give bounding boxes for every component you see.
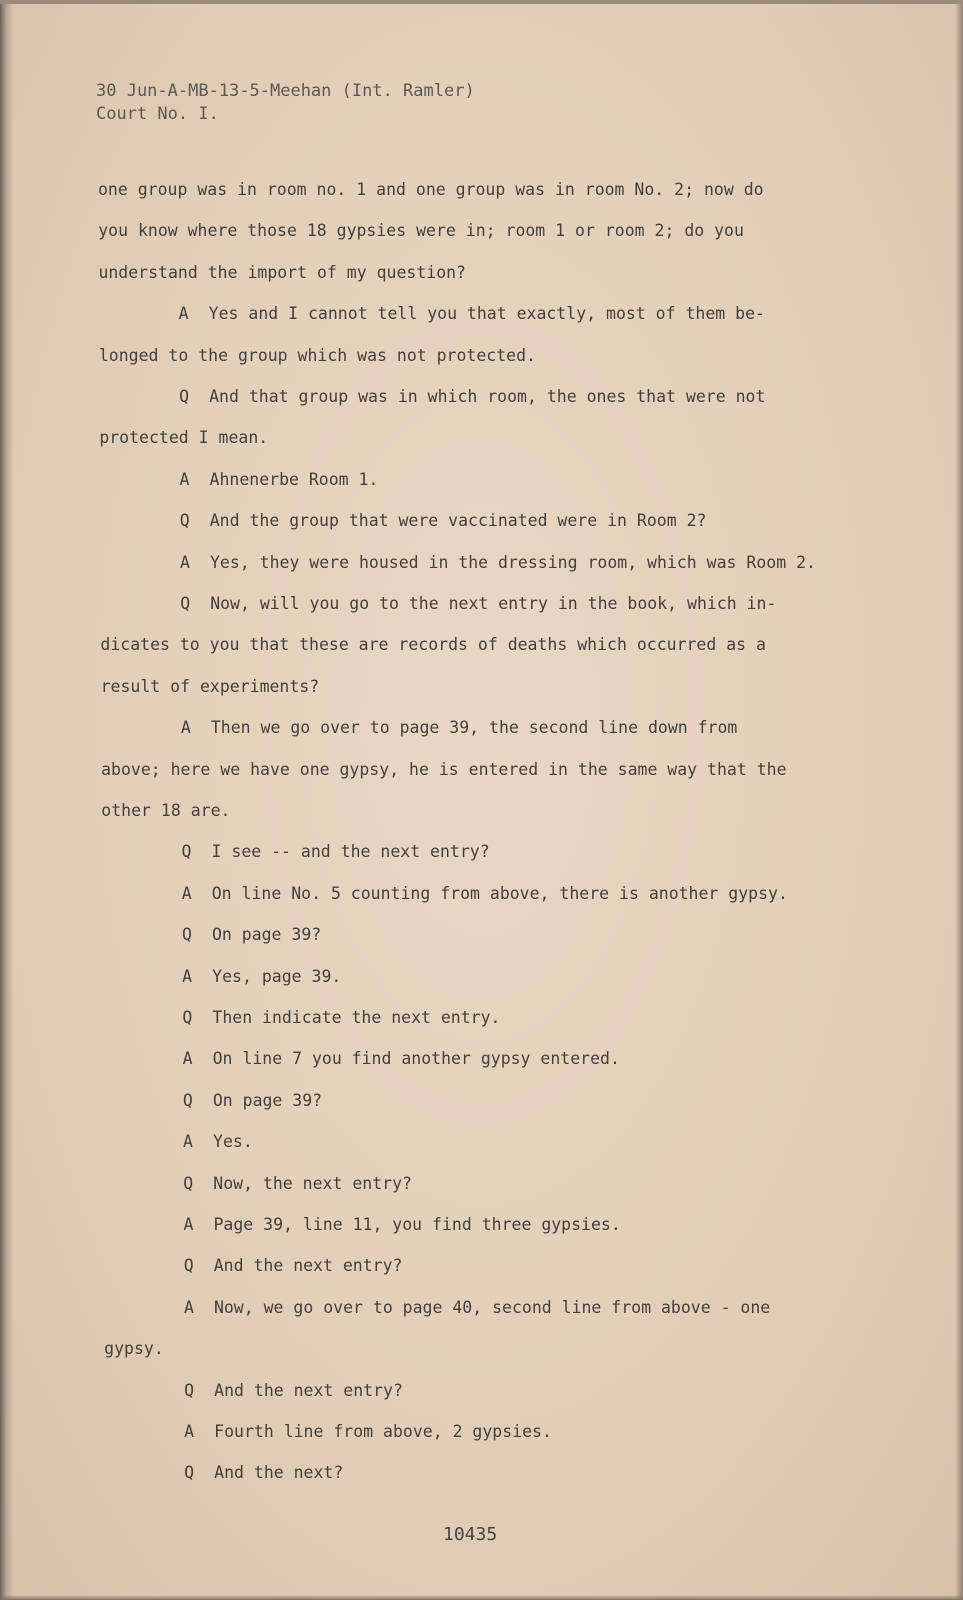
line-text: other 18 are. (101, 801, 231, 820)
speaker-label: A (179, 552, 190, 572)
top-edge (0, 0, 963, 4)
bottom-edge (0, 1595, 963, 1600)
speaker-label: Q (182, 1090, 193, 1110)
transcript-line-question (182, 925, 321, 944)
transcript-line-answer (183, 1132, 253, 1151)
speaker-label: A (183, 1297, 194, 1317)
speaker-label: A (182, 966, 193, 986)
speaker-label: Q (183, 1256, 194, 1276)
speaker-label: A (183, 1215, 194, 1234)
line-text: On line No. 5 counting from above, there is another gypsy. (211, 883, 788, 903)
line-text: protected I mean. (99, 428, 269, 448)
speaker-label: Q (179, 387, 190, 406)
transcript-line-question (179, 387, 765, 406)
speaker-label: Q (179, 511, 190, 531)
transcript-line-answer (183, 1049, 620, 1068)
transcript-line (99, 428, 268, 447)
line-text: Then we go over to page 39, the second line down from (210, 718, 738, 738)
line-text: dicates to you that these are records of deaths which occurred as a (100, 635, 766, 655)
transcript-line-question (180, 594, 776, 613)
transcript-line-answer (181, 718, 738, 737)
transcript-line-question (184, 1463, 343, 1482)
speaker-label: A (178, 304, 189, 324)
transcript-line-question (182, 842, 490, 861)
speaker-label: A (183, 1132, 193, 1152)
speaker-label: A (179, 469, 190, 489)
header-court-line: Court No. I. (96, 104, 219, 124)
transcript-line-question (183, 1091, 322, 1110)
speaker-label: A (181, 883, 192, 903)
line-text: Yes and I cannot tell you that exactly, most of them be- (208, 304, 765, 324)
transcript-line-answer (179, 304, 765, 323)
speaker-label: Q (184, 1463, 195, 1483)
transcript-line-question (180, 511, 707, 530)
line-text: longed to the group which was not protected. (98, 345, 536, 365)
speaker-label: Q (182, 1008, 193, 1027)
speaker-label: Q (181, 842, 192, 862)
speaker-label: Q (180, 594, 191, 613)
speaker-label: Q (181, 925, 192, 945)
line-text: On page 39? (211, 925, 322, 945)
transcript-line (101, 760, 786, 779)
line-text: Fourth line from above, 2 gypsies. (214, 1422, 552, 1441)
transcript-line (98, 221, 744, 240)
speaker-label: A (182, 1049, 193, 1069)
right-edge-shadow (955, 0, 963, 1600)
speaker-label: A (180, 718, 191, 738)
line-text: Yes. (213, 1132, 253, 1152)
transcript-line-answer (184, 1215, 621, 1234)
transcript-line-question (182, 1008, 500, 1027)
transcript-line-answer (180, 553, 816, 572)
speaker-label: Q (183, 1173, 194, 1193)
line-text: And the next entry? (214, 1380, 403, 1400)
line-text: Yes, page 39. (212, 966, 342, 986)
line-text: gypsy. (104, 1339, 164, 1359)
transcript-line-answer (182, 884, 788, 903)
line-text: And the next entry? (213, 1256, 403, 1276)
transcript-line (98, 180, 764, 199)
document-header (96, 80, 475, 126)
transcript-line (100, 635, 766, 654)
line-text: Then indicate the next entry. (212, 1008, 501, 1027)
transcript-line (98, 263, 466, 282)
torn-left-edge (0, 0, 14, 1600)
header-session-line: 30 Jun-A-MB-13-5-Meehan (Int. Ramler) (96, 81, 475, 101)
line-text: And the group that were vaccinated were in Room 2? (209, 511, 707, 531)
speaker-label: A (184, 1422, 195, 1441)
line-text: Page 39, line 11, you find three gypsies. (213, 1215, 621, 1234)
transcript-line-answer (184, 1422, 552, 1441)
transcript-line (101, 677, 320, 696)
speaker-label: Q (184, 1380, 195, 1400)
transcript-line-answer (180, 470, 379, 489)
line-text: On page 39? (212, 1090, 323, 1110)
line-text: Now, the next entry? (213, 1173, 412, 1193)
line-text: Now, we go over to page 40, second line from above - one (213, 1297, 771, 1317)
line-text: Yes, they were housed in the dressing room, which was Room 2. (209, 552, 816, 572)
line-text: And that group was in which room, the ones that were not (209, 387, 766, 406)
line-text: I see -- and the next entry? (211, 842, 490, 862)
transcript-line-answer (184, 1298, 770, 1317)
transcript-line-question (184, 1381, 403, 1400)
transcript-line (101, 801, 230, 820)
line-text: understand the import of my question? (98, 262, 466, 282)
page-number: 10435 (443, 1524, 498, 1545)
transcript-line-answer (182, 967, 341, 986)
line-text: you know where those 18 gypsies were in; room 1 or room 2; do you (98, 221, 744, 241)
line-text: And the next? (214, 1463, 344, 1483)
transcript-line (99, 346, 536, 365)
transcript-line-question (184, 1256, 403, 1275)
transcript-line (104, 1339, 164, 1358)
line-text: result of experiments? (100, 676, 320, 696)
line-text: above; here we have one gypsy, he is entered in the same way that the (101, 759, 787, 779)
line-text: Now, will you go to the next entry in the book, which in- (210, 594, 777, 613)
transcript-line-question (183, 1174, 412, 1193)
line-text: Ahnenerbe Room 1. (209, 469, 379, 489)
line-text: On line 7 you find another gypsy entered. (212, 1049, 620, 1069)
line-text: one group was in room no. 1 and one group was in room No. 2; now do (98, 180, 764, 199)
